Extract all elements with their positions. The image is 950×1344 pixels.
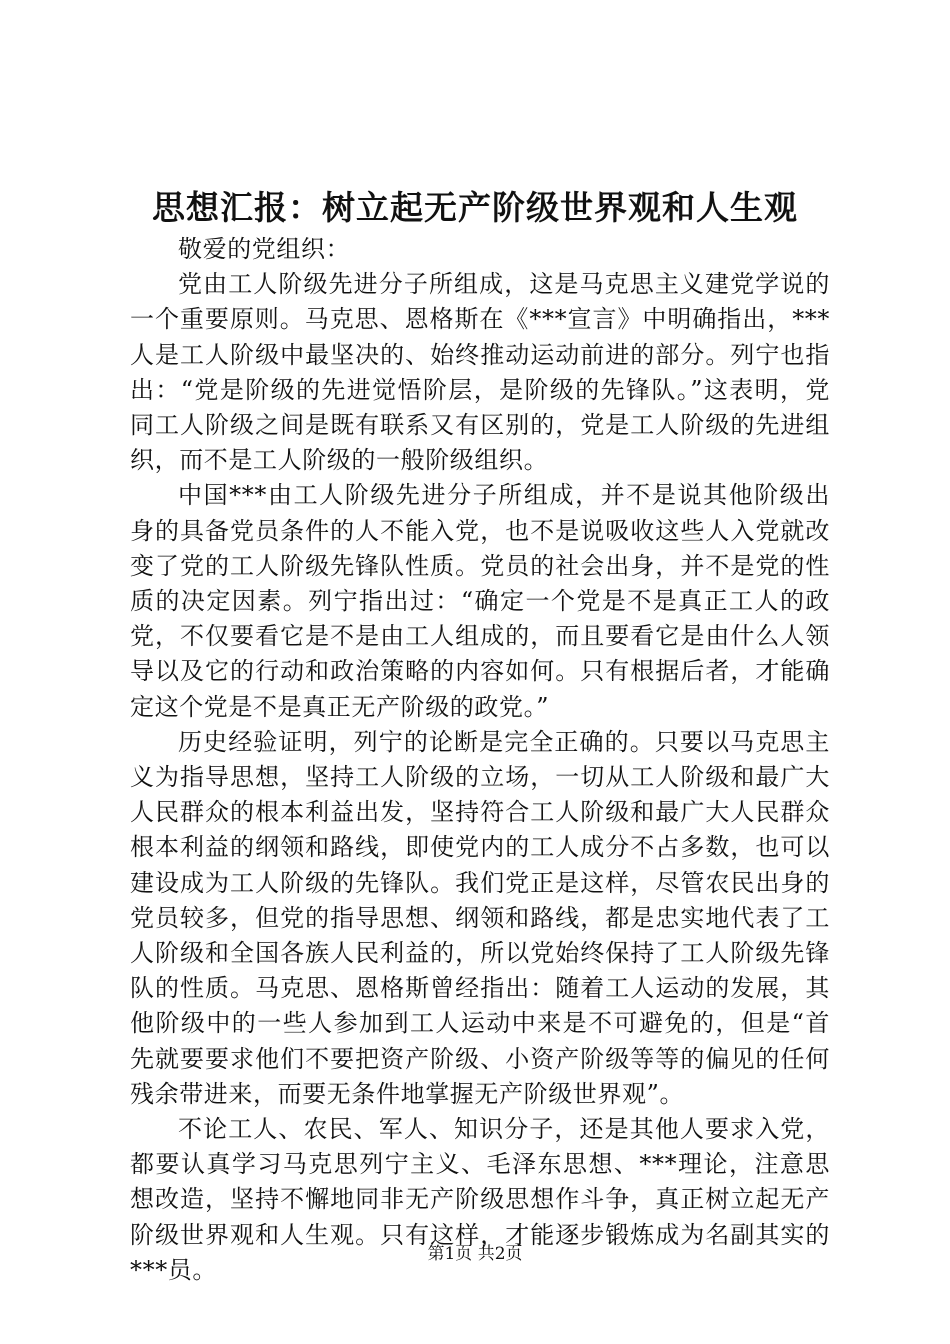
- paragraph-2: 中国***由工人阶级先进分子所组成，并不是说其他阶级出身的具备党员条件的人不能入党，也不是说吸收这些人入党就改变了党的工人阶级先锋队性质。党员的社会出身，并不是党的性质的决定因素。列宁指出过：“确定一个党是不是真正工人的政党，不仅要看它是不是由工人组成的，而且要看它是由什么人领导以及它的行动和政治策略的内容如何。只有根据后者，才能确定这个党是不是真正无产阶级的政党。”: [130, 481, 830, 721]
- salutation: 敬爱的党组织：: [178, 235, 351, 263]
- document-title: 思想汇报：树立起无产阶级世界观和人生观: [152, 188, 798, 227]
- paragraph-1: 党由工人阶级先进分子所组成，这是马克思主义建党学说的一个重要原则。马克思、恩格斯在《***宣言》中明确指出，***人是工人阶级中最坚决的、始终推动运动前进的部分。列宁也指出：“党是阶级的先进觉悟阶层，是阶级的先锋队。”这表明，党同工人阶级之间是既有联系又有区别的，党是工人阶级的先进组织，而不是工人阶级的一般阶级组织。: [130, 270, 830, 475]
- page-footer: 第1页 共2页: [427, 1244, 523, 1264]
- paragraph-4: 不论工人、农民、军人、知识分子，还是其他人要求入党，都要认真学习马克思列宁主义、毛泽东思想、***理论，注意思想改造，坚持不懈地同非无产阶级思想作斗争，真正树立起无产阶级世界观和人生观。只有这样，才能逐步锻炼成为名副其实的***员。: [130, 1115, 830, 1284]
- document-body: [130, 232, 830, 1288]
- paragraph-3: 历史经验证明，列宁的论断是完全正确的。只要以马克思主义为指导思想，坚持工人阶级的立场，一切从工人阶级和最广大人民群众的根本利益出发，坚持符合工人阶级和最广大人民群众根本利益的纲领和路线，即使党内的工人成分不占多数，也可以建设成为工人阶级的先锋队。我们党正是这样，尽管农民出身的党员较多，但党的指导思想、纲领和路线，都是忠实地代表了工人阶级和全国各族人民利益的，所以党始终保持了工人阶级先锋队的性质。马克思、恩格斯曾经指出：随着工人运动的发展，其他阶级中的一些人参加到工人运动中来是不可避免的，但是“首先就要要求他们不要把资产阶级、小资产阶级等等的偏见的任何残余带进来，而要无条件地掌握无产阶级世界观”。: [130, 727, 830, 1108]
